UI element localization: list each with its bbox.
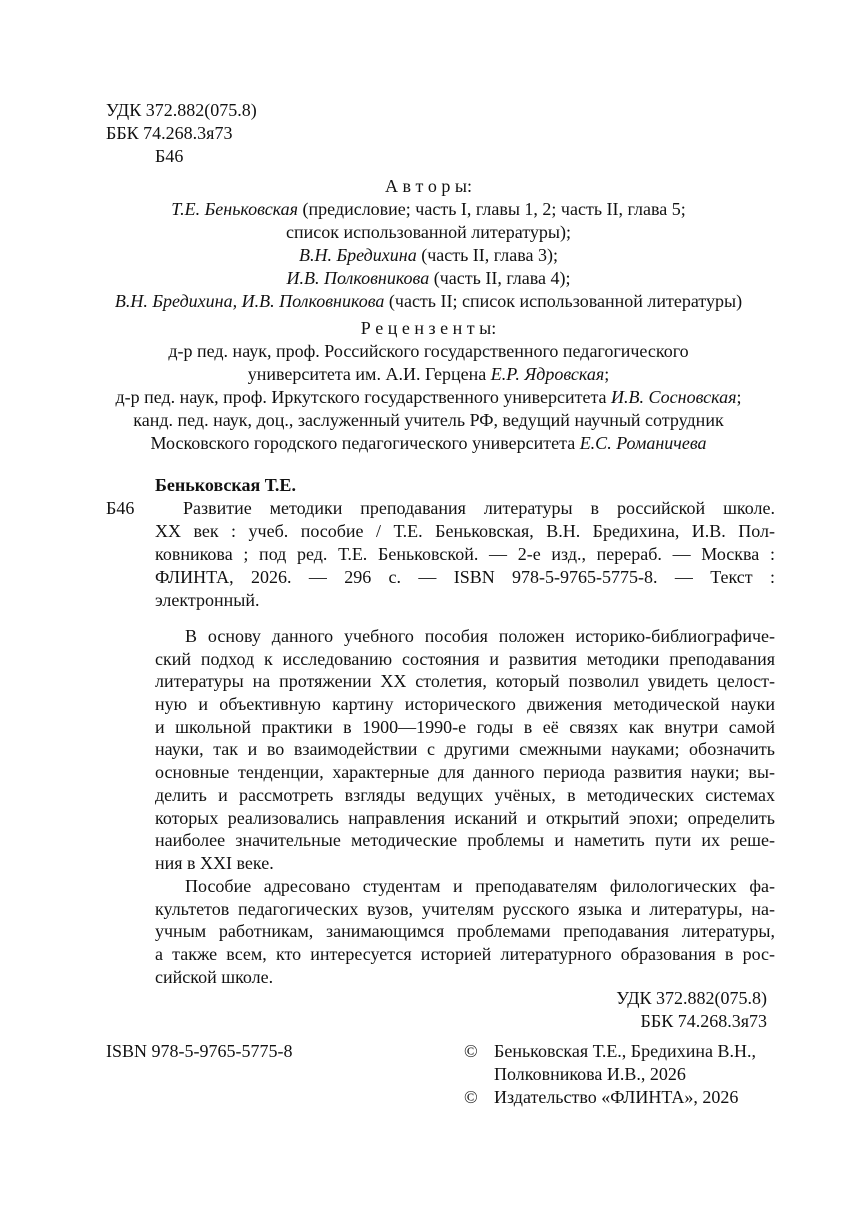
bbk-code: ББК 74.268.3я73 (106, 123, 233, 143)
separator: ; (604, 364, 610, 384)
author-name: В.Н. Бредихина (299, 245, 417, 265)
authors-line-3 (0, 244, 857, 267)
udk-code: УДК 372.882(075.8) (106, 100, 257, 120)
author-role: (часть II; список использованной литературы) (384, 291, 743, 311)
authors-line-5 (0, 290, 857, 313)
annotation-paragraph-2 (155, 875, 775, 988)
annotation-line: учным работникам, занимающимся проблемами преподавания литературы, (155, 921, 775, 942)
reviewer-affiliation: Московского городского педагогического университета (150, 433, 580, 453)
separator: ; (736, 387, 742, 407)
reviewers-heading: Р е ц е н з е н т ы: (360, 318, 497, 338)
author-name: В.Н. Бредихина, И.В. Полковникова (114, 291, 385, 311)
bib-main-author: Беньковская Т.Е. (155, 475, 296, 495)
reviewer-3-line-1: канд. пед. наук, доц., заслуженный учитель РФ, ведущий научный сотрудник (133, 410, 724, 430)
bib-mark: Б46 (106, 498, 135, 518)
annotation-line: ский подход к исследованию состояния и развития методики преподавания (155, 648, 775, 669)
copyright-symbol: © (464, 1041, 478, 1061)
bib-line-5: электронный. (155, 590, 260, 610)
copyright-authors-line-2: Полковникова И.В., 2026 (494, 1064, 686, 1084)
author-role: (часть II, глава 3); (416, 245, 558, 265)
reviewer-1-line-1: д-р пед. наук, проф. Российского государственного педагогического (168, 341, 689, 361)
author-role: (предисловие; часть I, главы 1, 2; часть II, глава 5; (298, 199, 686, 219)
annotation-line: ную и объективную картину исторического движения методической науки (155, 694, 775, 715)
annotation-line: которых реализовались направления исканий и открытий эпохи; определить (155, 807, 775, 828)
footer-bbk: ББК 74.268.3я73 (640, 1011, 767, 1031)
reviewer-name: Е.Р. Ядровская (490, 364, 605, 384)
annotation-line: культетов педагогических вузов, учителям русского языка и литературы, на- (155, 898, 775, 919)
reviewer-name: И.В. Сосновская (611, 387, 737, 407)
authors-line-2: список использованной литературы); (285, 222, 572, 242)
annotation-line: делить и рассмотреть взгляды ведущих учёных, в методических системах (155, 784, 775, 805)
annotation-line: а также всем, кто интересуется историей литературного образования в рос- (155, 944, 775, 965)
author-role: (часть II, глава 4); (429, 268, 571, 288)
annotation-line: и школьной практики в 1900—1990-е годы в её связях как внутри самой (155, 716, 775, 737)
author-name: Т.Е. Беньковская (171, 199, 299, 219)
bib-line-2: XX век : учеб. пособие / Т.Е. Беньковская, В.Н. Бредихина, И.В. Пол- (155, 521, 775, 541)
reviewer-1-line-2 (0, 363, 857, 386)
reviewer-3-line-2 (0, 432, 857, 455)
reviewer-affiliation: д-р пед. наук, проф. Иркутского государственного университета (115, 387, 612, 407)
annotation-line: В основу данного учебного пособия положен историко-библиографиче- (185, 626, 775, 646)
isbn: ISBN 978-5-9765-5775-8 (106, 1041, 293, 1061)
reviewer-affiliation: университета им. А.И. Герцена (247, 364, 491, 384)
copyright-authors-line-1: Беньковская Т.Е., Бредихина В.Н., (494, 1041, 756, 1061)
annotation-line: основные тенденции, характерные для данного периода развития науки; вы- (155, 762, 775, 783)
bib-line-4: ФЛИНТА, 2026. — 296 с. — ISBN 978-5-9765-5775-8. — Текст : (155, 567, 775, 587)
bib-line-1: Развитие методики преподавания литературы в российской школе. (183, 498, 775, 518)
annotation-line: науки, так и во взаимодействии с другими смежными науками; обозначить (155, 739, 775, 760)
reviewer-2 (0, 386, 857, 409)
annotation-line: ния в XXI веке. (155, 852, 274, 873)
author-mark: Б46 (155, 146, 184, 166)
authors-line-4 (0, 267, 857, 290)
reviewer-name: Е.С. Романичева (579, 433, 707, 453)
copyright-publisher: Издательство «ФЛИНТА», 2026 (494, 1087, 739, 1107)
annotation-line: литературы на протяжении XX столетия, который позволил увидеть целост- (155, 671, 775, 692)
footer-udk: УДК 372.882(075.8) (616, 988, 767, 1008)
authors-line-1 (0, 198, 857, 221)
annotation-line: сийской школе. (155, 966, 274, 987)
annotation-paragraph-1 (155, 625, 775, 875)
authors-heading: А в т о р ы: (385, 176, 472, 196)
copyright-symbol: © (464, 1087, 478, 1107)
annotation-line: наиболее значительные методические проблемы и наметить пути их реше- (155, 830, 775, 851)
author-name: И.В. Полковникова (286, 268, 430, 288)
bib-line-3: ковникова ; под ред. Т.Е. Беньковской. — 2-е изд., перераб. — Москва : (155, 544, 775, 564)
annotation-line: Пособие адресовано студентам и преподавателям филологических фа- (185, 876, 775, 896)
